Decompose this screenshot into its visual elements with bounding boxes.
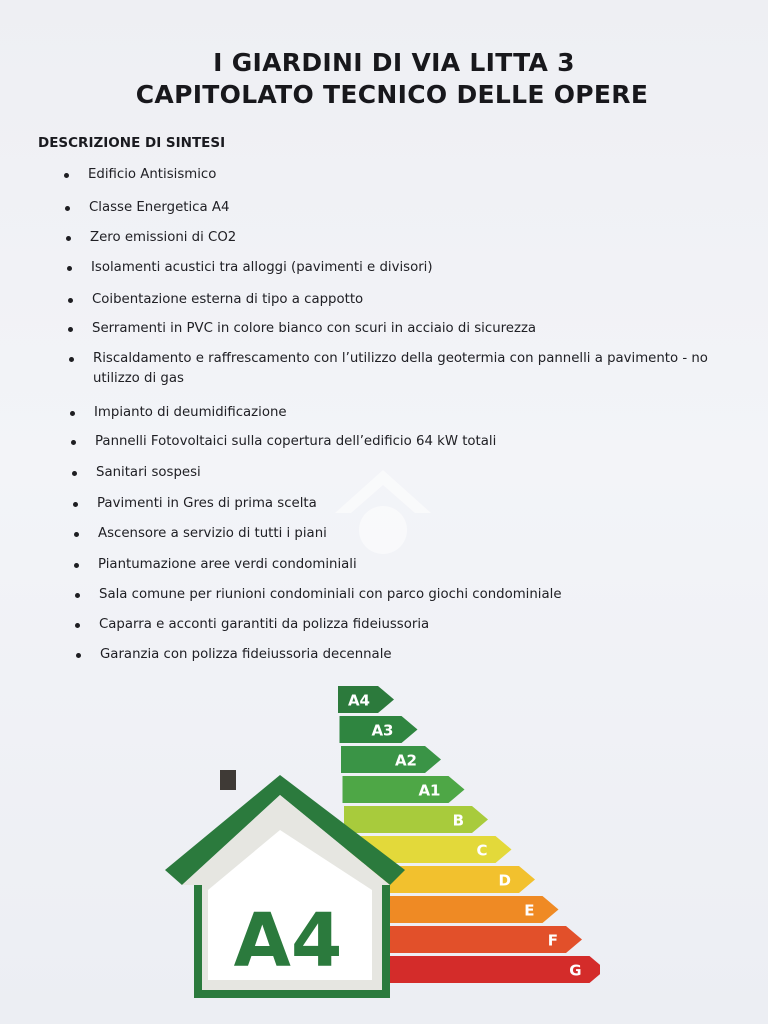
energy-class-bar — [341, 746, 441, 773]
energy-class-graphic — [160, 680, 600, 1020]
bullet-icon — [64, 173, 69, 178]
feature-list-item — [88, 165, 216, 185]
feature-list-item — [98, 555, 357, 575]
feature-list-item — [93, 349, 723, 389]
energy-class-bar — [343, 776, 465, 803]
energy-class-label: B — [452, 811, 464, 830]
feature-text: Impianto di deumidificazione — [94, 405, 287, 420]
bullet-icon — [74, 532, 79, 537]
bullet-icon — [71, 440, 76, 445]
energy-class-label: D — [498, 871, 511, 890]
bullet-icon — [72, 471, 77, 476]
bullet-icon — [68, 298, 73, 303]
house-icon — [165, 770, 405, 998]
energy-class-label: A2 — [394, 751, 417, 770]
bullet-icon — [75, 593, 80, 598]
feature-text: Zero emissioni di CO2 — [90, 230, 237, 245]
feature-list-item — [100, 645, 392, 665]
feature-list-item — [92, 290, 363, 310]
feature-list-item — [94, 403, 287, 423]
feature-text: Garanzia con polizza fideiussoria decennale — [100, 647, 392, 662]
feature-text: Edificio Antisismico — [88, 167, 217, 182]
feature-text: Caparra e acconti garantiti da polizza fideiussoria — [99, 617, 430, 632]
energy-class-label: A4 — [347, 691, 370, 710]
document-title-line-2: CAPITOLATO TECNICO DELLE OPERE — [135, 80, 649, 109]
feature-list-item — [99, 585, 562, 605]
feature-list-item — [96, 463, 201, 483]
feature-text: Sala comune per riunioni condominiali con parco giochi condominiale — [99, 587, 562, 602]
feature-text: Piantumazione aree verdi condominiali — [98, 557, 357, 572]
bullet-icon — [74, 563, 79, 568]
feature-list-item — [99, 615, 429, 635]
feature-list-item — [95, 432, 496, 452]
feature-text: Classe Energetica A4 — [89, 200, 230, 215]
feature-text: Sanitari sospesi — [96, 465, 201, 480]
feature-text: Riscaldamento e raffrescamento con l’utilizzo della geotermia con pannelli a pavimento - no utilizzo di gas — [93, 351, 708, 386]
feature-list-item — [97, 494, 317, 514]
document-title-line-1: I GIARDINI DI VIA LITTA 3 — [213, 48, 575, 77]
feature-list-item — [98, 524, 327, 544]
bullet-icon — [73, 502, 78, 507]
energy-class-label: A3 — [371, 721, 394, 740]
house-energy-label: A4 — [233, 898, 343, 984]
energy-class-label: C — [476, 841, 488, 860]
bullet-icon — [76, 653, 81, 658]
section-heading: DESCRIZIONE DI SINTESI — [38, 135, 226, 151]
feature-text: Ascensore a servizio di tutti i piani — [98, 526, 327, 541]
bullet-icon — [69, 357, 74, 362]
energy-class-label: A1 — [418, 781, 441, 800]
bullet-icon — [70, 411, 75, 416]
bullet-icon — [75, 623, 80, 628]
feature-list-item — [91, 258, 433, 278]
energy-class-label: E — [524, 901, 535, 920]
bullet-icon — [65, 206, 70, 211]
feature-text: Serramenti in PVC in colore bianco con scuri in acciaio di sicurezza — [92, 321, 537, 336]
energy-class-label: G — [569, 961, 582, 980]
feature-text: Pavimenti in Gres di prima scelta — [97, 496, 317, 511]
feature-text: Isolamenti acustici tra alloggi (pavimenti e divisori) — [91, 260, 433, 275]
energy-class-bar — [344, 806, 488, 833]
feature-text: Pannelli Fotovoltaici sulla copertura dell’edificio 64 kW totali — [95, 434, 497, 449]
energy-class-label: F — [547, 931, 558, 950]
bullet-icon — [68, 327, 73, 332]
bullet-icon — [66, 236, 71, 241]
feature-list-item — [92, 319, 536, 339]
bullet-icon — [67, 266, 72, 271]
feature-list-item — [89, 198, 229, 218]
feature-text: Coibentazione esterna di tipo a cappotto — [92, 292, 364, 307]
feature-list-item — [90, 228, 236, 248]
watermark-logo-icon — [330, 465, 436, 565]
